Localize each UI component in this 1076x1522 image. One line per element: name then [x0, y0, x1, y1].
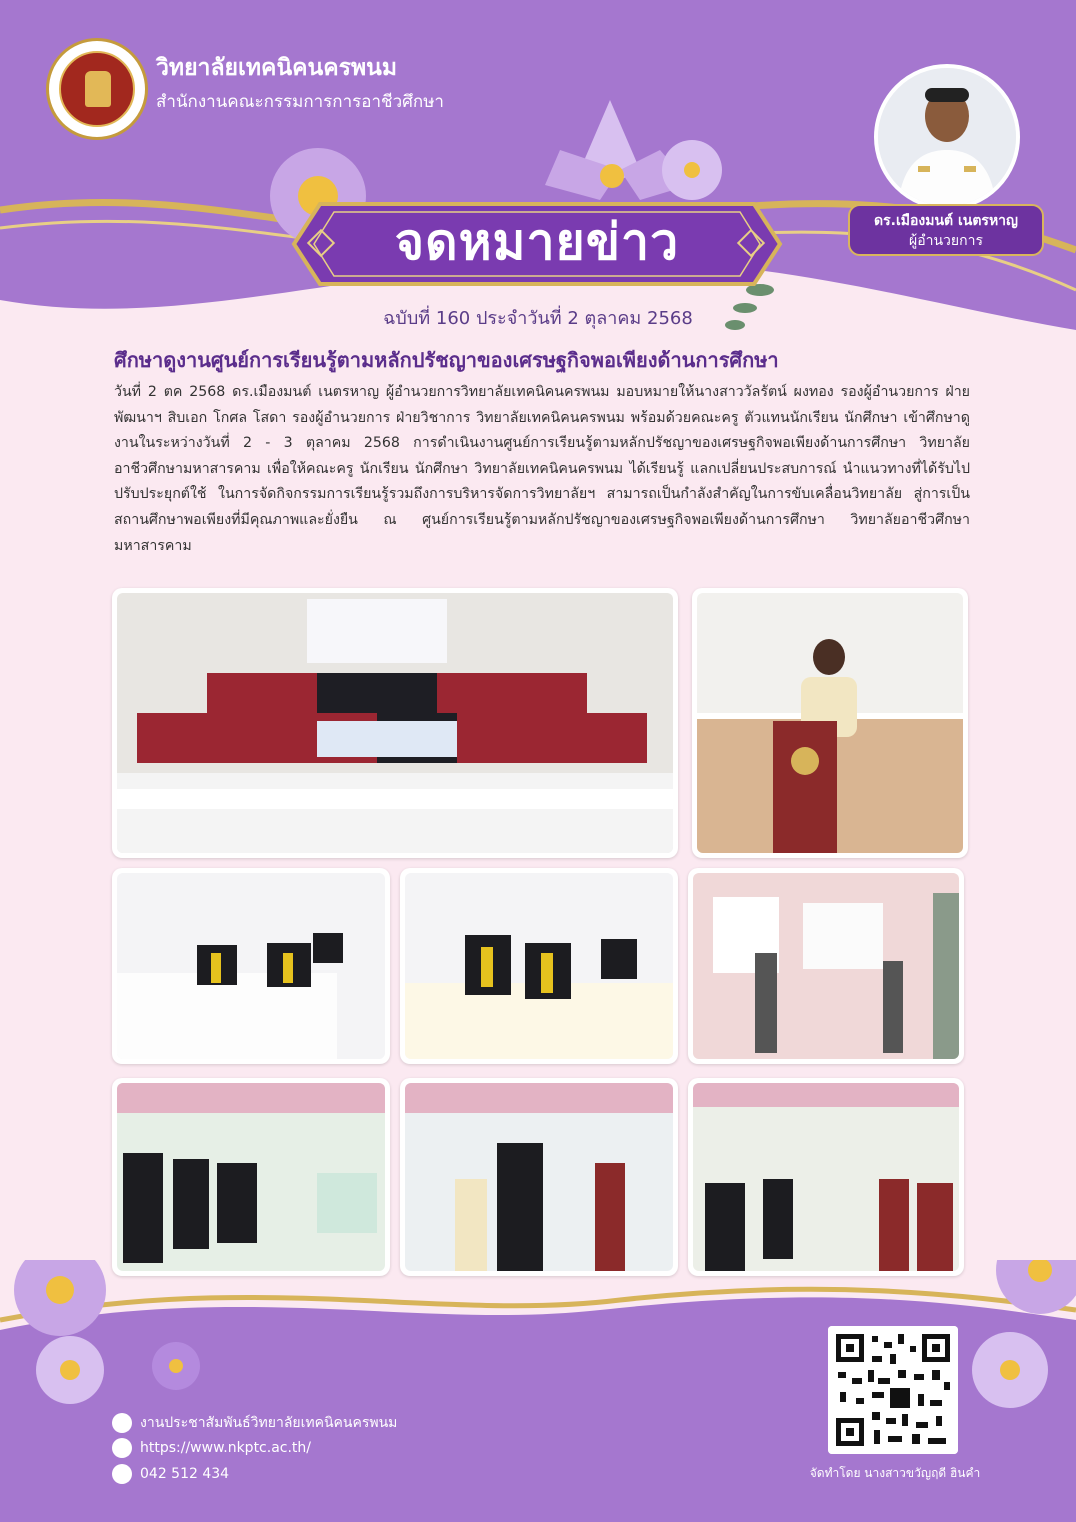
article-headline: ศึกษาดูงานศูนย์การเรียนรู้ตามหลักปรัชญาของเศรษฐกิจพอเพียงด้านการศึกษา — [114, 348, 779, 372]
college-logo — [46, 38, 148, 140]
director-photo — [874, 64, 1020, 210]
photo-audience-1 — [112, 868, 390, 1064]
logo-emblem-icon — [85, 71, 111, 107]
article-body: วันที่ 2 ตค 2568 ดร.เมืองมนต์ เนตรหาญ ผู้อำนวยการวิทยาลัยเทคนิคนครพนม มอบหมายให้นางสาววัลรัตน์ ผงทอง รองผู้อำนวยการ ฝ่ายพัฒนาฯ สิบเอก โกศล โสดา รองผู้อำนวยการ ฝ่ายวิชาการ วิทยาลัยเทคนิคนครพนม พร้อมด้วยคณะครู ตัวแทนนักเรียน นักศึกษา เข้าศึกษาดูงานในระหว่างวันที่ 2 - 3 ตุลาคม 2568 การดำเนินงานศูนย์การเรียนรู้ตามหลักปรัชญาของเศรษฐกิจพอเพียงด้านการศึกษา วิทยาลัยอาชีวศึกษามหาสารคาม เพื่อให้คณะครู นักเรียน นักศึกษา วิทยาลัยเทคนิคนครพนม ได้เรียนรู้ แลกเปลี่ยนประสบการณ์ นำแนวทางที่ได้รับไปปรับประยุกต์ใช้ ในการจัดกิจกรรมการเรียนรู้รวมถึงการบริหารจัดการวิทยาลัยฯ สามารถเป็นกำลังสำคัญในการขับเคลื่อนวิทยาลัย สู่การเป็นสถานศึกษาพอเพียงที่มีคุณภาพและยั่งยืน ณ ศูนย์การเรียนรู้ตามหลักปรัชญาของเศรษฐกิจพอเพียงด้านการศึกษา วิทยาลัยอาชีวศึกษามหาสารคาม — [114, 384, 970, 554]
contact-facebook[interactable]: งานประชาสัมพันธ์วิทยาลัยเทคนิคนครพนม — [112, 1412, 397, 1436]
logo-seal-icon — [59, 51, 135, 127]
credit-line: จัดทำโดย นางสาวขวัญฤดี ฮินคำ — [809, 1466, 981, 1480]
director-role: ผู้อำนวยการ — [909, 233, 983, 249]
phone-icon — [112, 1464, 132, 1484]
contact-website[interactable]: https://www.nkptc.ac.th/ — [112, 1438, 311, 1462]
photo-presentation-board — [688, 868, 964, 1064]
director-name: ดร.เมืองมนต์ เนตรหาญ — [874, 213, 1018, 229]
director-avatar-icon — [878, 68, 1016, 206]
photo-audience-2 — [400, 868, 678, 1064]
photo-speaker-podium — [692, 588, 968, 858]
photo-tour-1 — [112, 1078, 390, 1276]
thumbs-up-icon — [112, 1413, 132, 1433]
org-subtitle: สำนักงานคณะกรรมการการอาชีวศึกษา — [156, 92, 444, 112]
photo-tour-2 — [400, 1078, 678, 1276]
newsletter-title: จดหมายข่าว — [394, 213, 680, 271]
director-name-box — [848, 204, 1044, 256]
contact-phone[interactable]: 042 512 434 — [112, 1464, 229, 1488]
qr-code[interactable] — [828, 1326, 958, 1454]
globe-icon — [112, 1438, 132, 1458]
issue-info: ฉบับที่ 160 ประจำวันที่ 2 ตุลาคม 2568 — [383, 308, 693, 329]
photo-group-meeting — [112, 588, 678, 858]
org-name: วิทยาลัยเทคนิคนครพนม — [156, 55, 398, 81]
photo-tour-3 — [688, 1078, 964, 1276]
